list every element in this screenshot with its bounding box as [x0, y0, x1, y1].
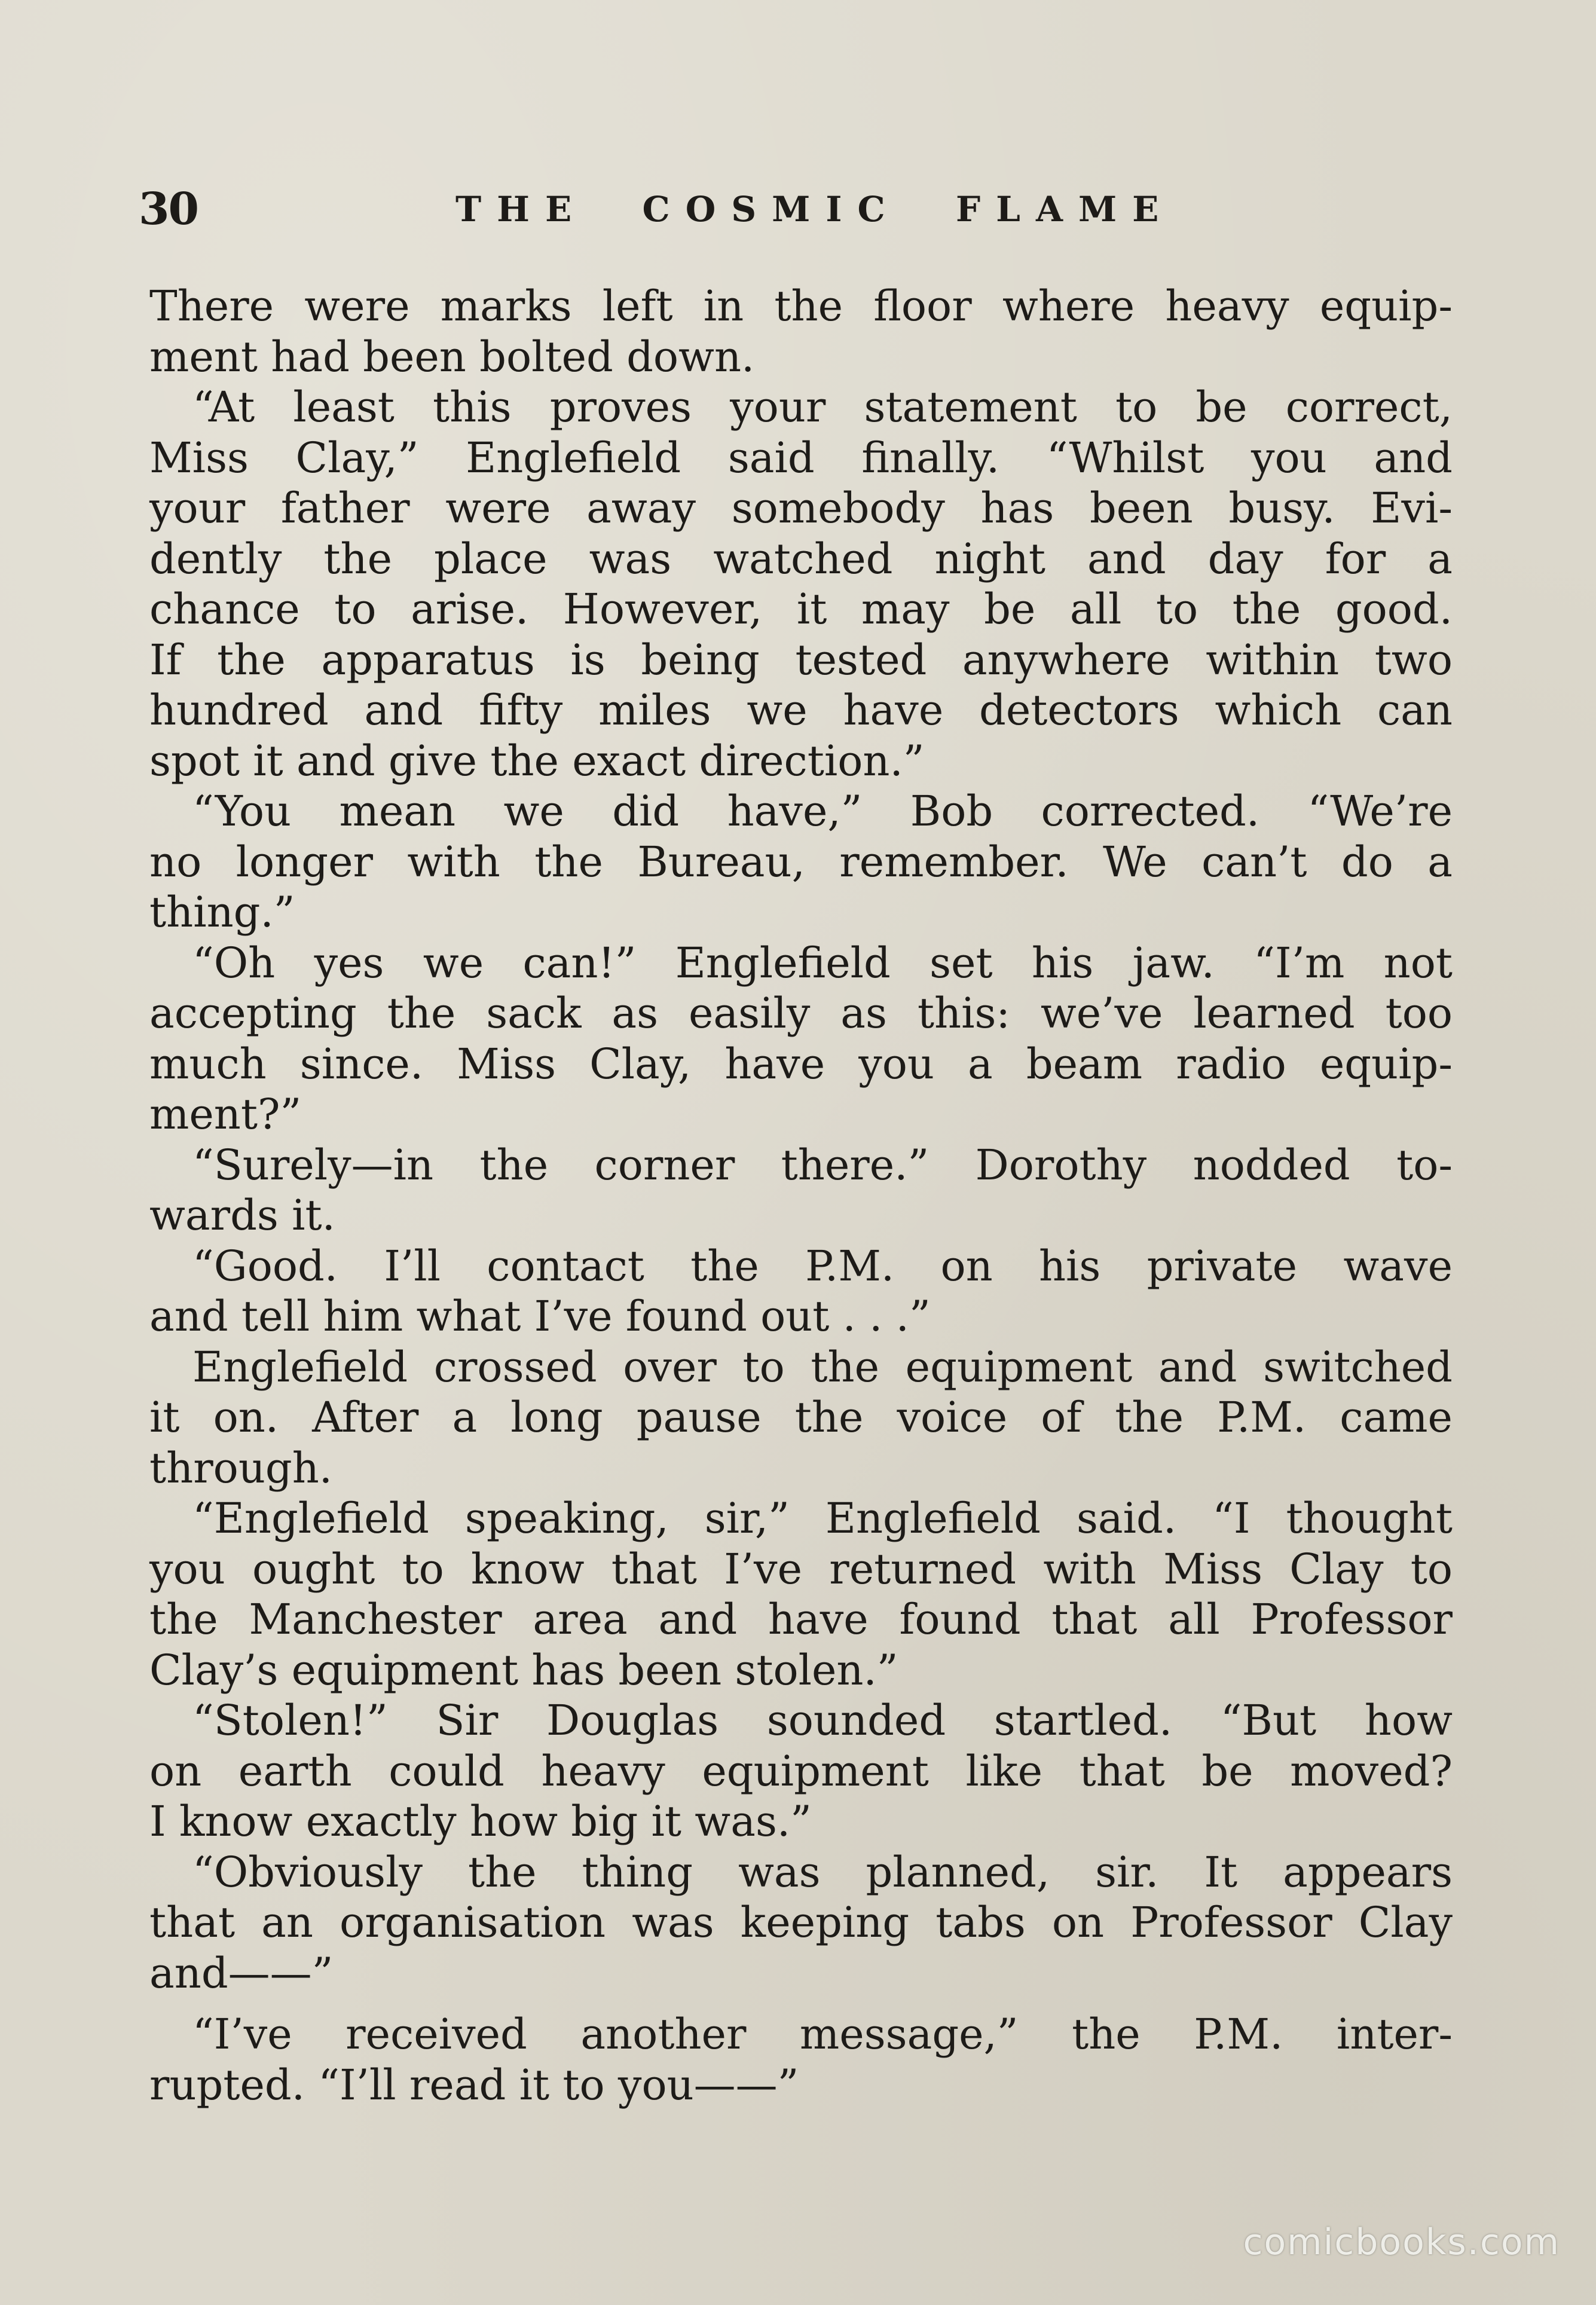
- text-line: spot it and give the exact direction.”: [149, 736, 925, 785]
- text-line: on earth could heavy equipment like that be moved?: [149, 1746, 1453, 1796]
- text-line: If the apparatus is being tested anywhere within two: [149, 635, 1453, 684]
- text-line: your father were away somebody has been busy. Evi-: [149, 484, 1453, 533]
- text-line: There were marks left in the floor where heavy equip-: [149, 282, 1453, 331]
- body-text: [149, 281, 1453, 2110]
- text-line: and tell him what I’ve found out . . .”: [149, 1292, 931, 1341]
- text-line: “Englefield speaking, sir,” Englefield said. “I thought: [192, 1494, 1453, 1543]
- page-number: 30: [139, 184, 198, 235]
- text-line: “Good. I’ll contact the P.M. on his private wave: [192, 1241, 1453, 1291]
- text-line: hundred and fifty miles we have detectors which can: [149, 686, 1453, 735]
- text-line: the Manchester area and have found that all Professor: [149, 1595, 1453, 1644]
- text-line: “Oh yes we can!” Englefield set his jaw. “I’m not: [192, 938, 1453, 988]
- text-line: accepting the sack as easily as this: we’ve learned too: [149, 989, 1453, 1038]
- text-line: ment?”: [149, 1090, 302, 1139]
- text-line: “You mean we did have,” Bob corrected. “We’re: [192, 787, 1453, 836]
- text-line: that an organisation was keeping tabs on Professor Clay: [149, 1898, 1453, 1947]
- paragraph-gap: [149, 1998, 1453, 2009]
- text-line: thing.”: [149, 888, 295, 937]
- text-line: wards it.: [149, 1191, 335, 1240]
- text-line: “Stolen!” Sir Douglas sounded startled. “But how: [192, 1696, 1453, 1745]
- text-line: “I’ve received another message,” the P.M. inter-: [192, 2010, 1453, 2059]
- text-line: chance to arise. However, it may be all to the good.: [149, 585, 1453, 634]
- text-line: “Obviously the thing was planned, sir. It appears: [192, 1847, 1453, 1897]
- text-line: Clay’s equipment has been stolen.”: [149, 1645, 898, 1695]
- page-header: [139, 182, 1454, 236]
- watermark-logo: comicbooks.com: [1243, 2221, 1560, 2263]
- text-line: “Surely—in the corner there.” Dorothy nodded to-: [192, 1140, 1453, 1190]
- text-line: Englefield crossed over to the equipment and switched: [192, 1342, 1453, 1392]
- text-line: through.: [149, 1443, 333, 1493]
- text-line: dently the place was watched night and day for a: [149, 534, 1453, 583]
- text-line: it on. After a long pause the voice of the P.M. came: [149, 1393, 1453, 1442]
- text-line: much since. Miss Clay, have you a beam radio equip-: [149, 1039, 1453, 1089]
- text-line: no longer with the Bureau, remember. We can’t do a: [149, 837, 1453, 886]
- text-line: rupted. “I’ll read it to you——”: [149, 2060, 799, 2110]
- text-line: “At least this proves your statement to be correct,: [192, 383, 1453, 432]
- text-line: I know exactly how big it was.”: [149, 1797, 812, 1846]
- text-line: and——”: [149, 1948, 334, 1998]
- text-line: Miss Clay,” Englefield said finally. “Whilst you and: [149, 433, 1453, 482]
- text-line: you ought to know that I’ve returned with Miss Clay to: [149, 1544, 1453, 1594]
- running-title: THE COSMIC FLAME: [455, 189, 1175, 230]
- text-line: ment had been bolted down.: [149, 332, 755, 381]
